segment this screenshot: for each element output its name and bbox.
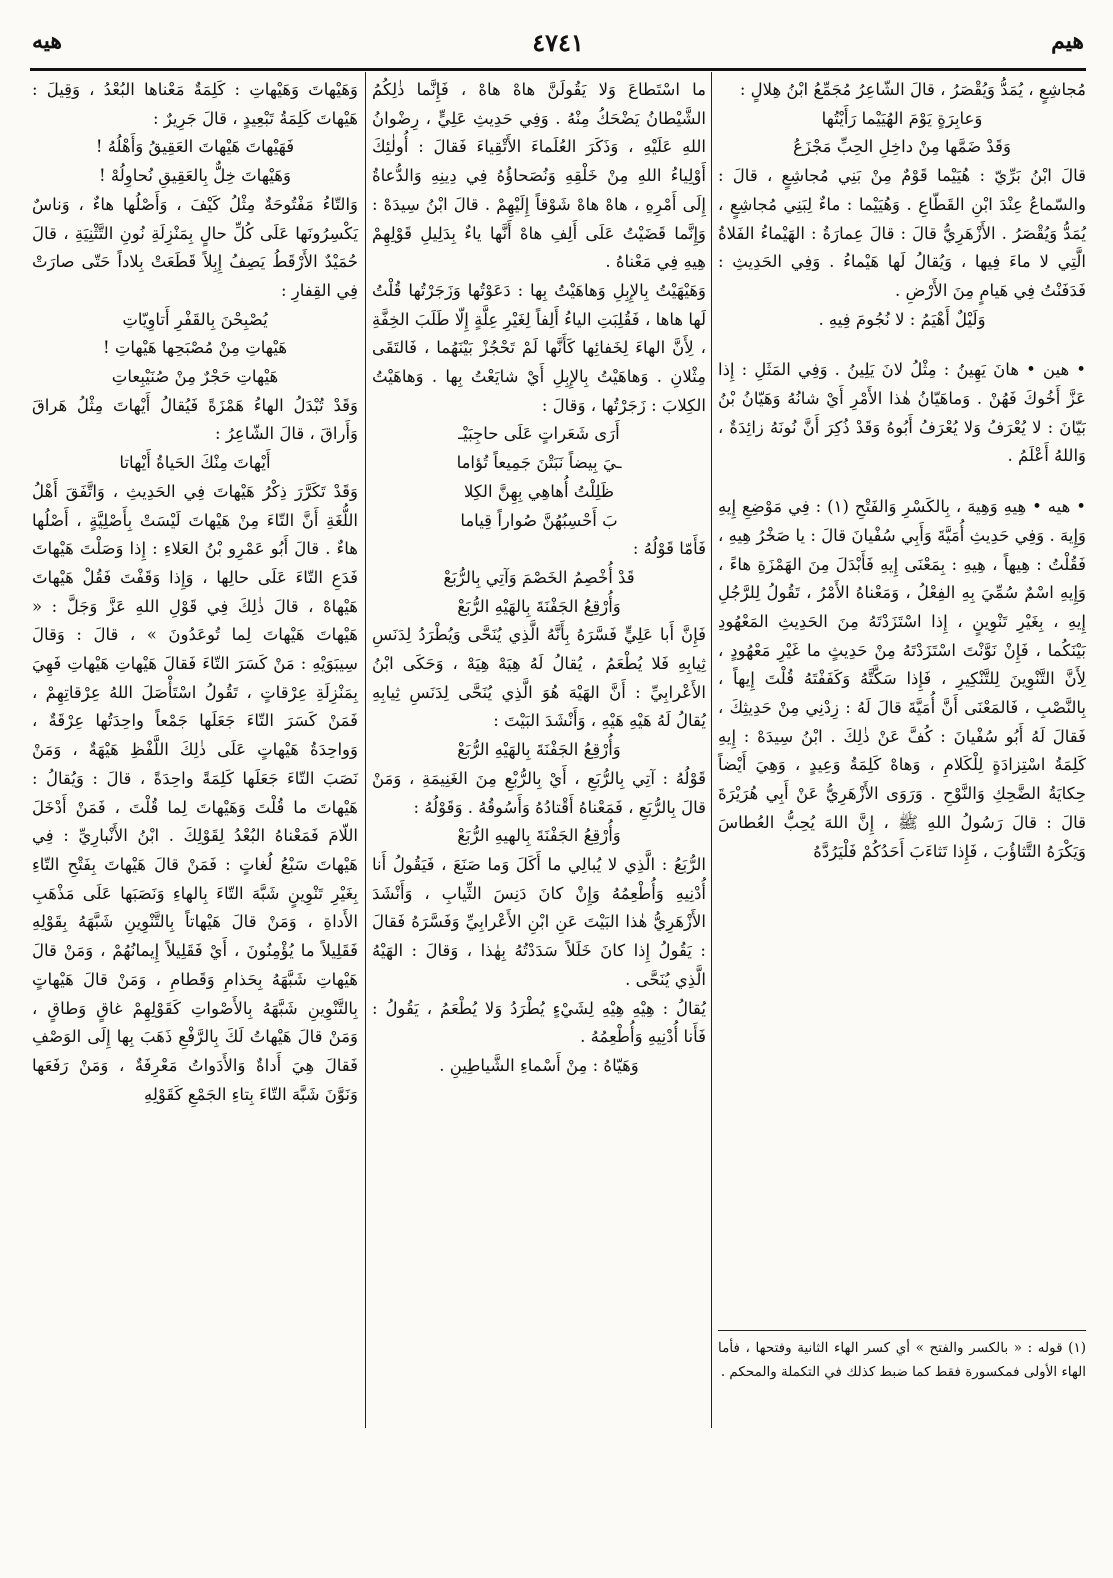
column-separator	[711, 72, 712, 1428]
verse-line: ظَلِلْتُ أُهاهِي بِهِنَّ الكِلا	[463, 481, 615, 501]
verse-line: يُصْبِحْنَ بِالقَفْرِ أَتاوِيّاتِ	[122, 309, 268, 329]
verse-line: أَرَى شَعَراتٍ عَلَى حاجِبَيْـ	[458, 424, 620, 444]
paragraph: يُقالُ : هِيْهِ هِيْهِ لِشَيْءٍ يُطْرَدُ وَلا يُطْعَمُ ، يَقُولُ : فَأَنا أُدْنِيهِ وَأُطْعِمُهُ .	[372, 998, 706, 1047]
verse-line: أَيْهاتَ مِنْكَ الحَياةُ أَيْهاتا	[119, 453, 271, 473]
page-number: ٤٧٤١	[532, 28, 584, 57]
column-right	[718, 76, 1086, 866]
entry-hyh: • هيه • هِيهِ وَهِيهَ ، بِالكَسْرِ وَالفَتْحِ (١) : فِي مَوْضِعِ إِيهِ وَإِيهَ . وَفِي حَدِيثِ أُمَيَّةَ وَأَبِي سُفْيانَ قالَ : يا صَخْرُ هِيهِ ، فَقُلْتُ : هِيهاً ، هِيهِ : بِمَعْنَى إِيهِ فَأَبْدَلَ مِنَ الهَمْزَةِ هاءً ، وَإِيهِ اسْمٌ سُمِّيَ بِهِ الفِعْلُ ، وَمَعْناهُ الأَمْرُ ، تَقُولُ لِلرَّجُلِ إِيهِ ، بِغَيْرِ تَنْوِينٍ ، إِذا اسْتَزَدْتَهُ مِنَ الحَدِيثِ المَعْهُودِ بَيْنَكُما ، فَإِنْ نَوَّنْتَ اسْتَزَدْتَهُ مِنْ حَدِيثٍ ما غَيْرِ مَعْهُودٍ ، لِأَنَّ التَّنْوِينَ لِلتَّنْكِيرِ ، فَإِذا سَكَّتَّهُ وَكَفَفْتَهُ قُلْتَ إِيهاً ، بِالنَّصْبِ ، فَالمَعْنَى أَنَّ أُمَيَّةَ قالَ لَهُ : زِدْنِي مِنْ حَدِيثِكَ ، فَقالَ لَهُ أَبُو سُفْيانَ : كُفَّ عَنْ ذٰلِكَ . ابْنُ سِيدَهْ : إِيهِ كَلِمَةُ اسْتِزادَةٍ لِلْكَلامِ ، وَهاهْ كَلِمَةُ وَعِيدٍ ، وَهِيَ أَيْضاً حِكايَةُ الضَّحِكِ وَالنَّوْحِ . وَرَوَى الأَزْهَرِيُّ عَنْ أَبِي هُرَيْرَةَ قالَ : قالَ رَسُولُ اللهِ ﷺ ، إِنَّ اللهَ يُحِبُّ العُطاسَ وَيَكْرَهُ التَّثاؤُبَ ، فَإِذا تَثاءَبَ أَحَدُكُمْ فَلْيَرُدَّهُ	[718, 497, 1087, 861]
paragraph: ما اسْتَطاعَ وَلا يَقُولَنَّ هاهْ هاهْ ، فَإِنَّما ذٰلِكُمُ الشَّيْطانُ يَضْحَكُ مِنْهُ . وَفِي حَدِيثِ عَلِيٍّ ، رِضْوانُ اللهِ عَلَيْهِ ، وَذَكَرَ العُلَماءَ الأَتْقِياءَ فَقالَ : أُولٰئِكَ أَوْلِياءُ اللهِ مِنْ خَلْقِهِ وَنُصَحاؤُهُ فِي دِينِهِ وَالدُّعاةُ إِلَى أَمْرِهِ ، هاهْ هاهْ شَوْقاً إِلَيْهِمْ . قالَ ابْنُ سِيدَهْ : وَإِنَّما قَضَيْتُ عَلَى أَلِفِ هاهْ أَنَّها ياءٌ بِدَلِيلِ قَوْلِهِمْ هِيهِ فِي مَعْناهُ .	[372, 80, 706, 272]
verse-line: وَأُرْقِعُ الجَفْنَةَ بِالهَيْهِ الرُّبَعْ	[457, 596, 621, 616]
verse-line: ـيَ بِيضاً نَبَتْنَ جَمِيعاً تُؤاما	[456, 453, 622, 473]
page-header	[32, 28, 1084, 66]
verse-line: فَهَيْهاتَ هَيْهاتَ العَقِيقُ وَأَهْلُهُ !	[95, 137, 295, 157]
paragraph: فَأَمّا قَوْلُهُ :	[632, 539, 706, 559]
footnote: (١) قوله : « بالكسر والفتح » أي كسر الهاء الثانية وفتحها ، فأما الهاء الأولى فمكسورة فقط كما ضبط كذلك في التكملة والمحكم .	[718, 1340, 1086, 1380]
header-rule	[30, 68, 1086, 71]
verse-line: بَ أَحْسِبُهُنَّ صُواراً قِياما	[460, 510, 618, 530]
verse-line: وَهَيْهاتَ خِلٌّ بِالعَقِيقِ نُحاوِلُهْ !	[99, 166, 291, 186]
verse-line: وَعابِرَةٍ يَوْمَ الهُيَيْما رَأَيْتُها	[821, 108, 983, 128]
paragraph: الرُّبَعُ : الَّذِي لا يُبالِي ما أَكَلَ وَما صَنَعَ ، فَيَقُولُ أَنا أُدْنِيهِ وَأُطْعِمُهُ وَإِنْ كانَ دَنِسَ الثِّيابِ ، وَأَنْشَدَ الأَزْهَرِيُّ هٰذا البَيْتَ عَنِ ابْنِ الأَعْرابِيِّ وَفَسَّرَهُ فَقالَ : يَقُولُ إِذا كانَ خَلَلاً سَدَدْتُهُ بِهٰذا ، وَقالَ : الهَيْهُ الَّذِي يُنَحَّى .	[372, 854, 706, 989]
verse-line: وَأُرْقِعُ الجَفْنَةَ بِالهيهِ الرُّبَعْ	[457, 826, 621, 846]
column-left	[32, 76, 358, 1109]
paragraph: وَلَيْلٌ أَهْيَمُ : لا نُجُومَ فِيهِ .	[818, 309, 986, 329]
paragraph: وَقَدْ تُبْدَلُ الهاءُ هَمْزَةً فَيُقالُ أَيْهاتَ مِثْلُ هَراقَ وَأَراقَ ، قالَ الشّاعِرُ :	[32, 395, 358, 444]
header-right-keyword: هيم	[1051, 28, 1084, 54]
footnote-rule	[718, 1330, 1086, 1331]
paragraph: فَإِنَّ أَبا عَلِيٍّ فَسَّرَهُ بِأَنَّهُ الَّذِي يُنَحَّى وَيُطْرَدُ لِدَنَسِ ثِيابِهِ فَلا يُطْعَمُ ، يُقالُ لَهُ هِيَهْ هِيَهْ ، وَحَكَى ابْنُ الأَعْرابِيِّ : أَنَّ الهَيْهَ هُوَ الَّذِي يُنَحَّى لِدَنَسِ ثِيابِهِ يُقالُ لَهُ هَيْهِ هَيْهِ ، وَأَنْشَدَ البَيْتَ :	[372, 625, 706, 731]
paragraph: وَالتّاءُ مَفْتُوحَةٌ مِثْلُ كَيْفَ ، وَأَصْلُها هاءٌ ، وَناسٌ يَكْسِرُونَها عَلَى كُلِّ حالٍ بِمَنْزِلَةِ نُونِ التَّثْنِيَةِ ، قالَ حُمَيْدٌ الأَرْقَطُ يَصِفُ إِبِلاً قَطَعَتْ بِلاداً حَتّى صارَتْ فِي القِفارِ :	[32, 194, 358, 300]
entry-hyn: • هين • هانَ يَهِينُ : مِثْلُ لانَ يَلِينُ . وَفِي المَثَلِ : إِذا عَزَّ أَخُوكَ فَهُنْ . وَماهَيّانُ هٰذا الأَمْرِ أَيْ شانُهُ وَهَيّانُ بْنُ بَيّانَ : لا يُعْرَفُ وَلا يُعْرَفُ أَبُوهُ وَقَدْ ذُكِرَ أَنَّ نُونَهُ زائِدَةٌ ، وَاللهُ أَعْلَمُ .	[718, 360, 1086, 466]
header-left-keyword: هيه	[32, 28, 63, 54]
paragraph: وَهَيْهاتَ وَهَيْهاتِ : كَلِمَةٌ مَعْناها البُعْدُ ، وَقِيلَ : هَيْهاتَ كَلِمَةُ تَبْعِيدٍ ، قالَ جَرِيرٌ :	[32, 80, 358, 128]
verse-line: وَأُرْقِعُ الجَفْنَةَ بِالهَيْهِ الرُّبَعْ	[457, 740, 621, 760]
paragraph: وَقَدْ تَكَرَّرَ ذِكْرُ هَيْهاتَ فِي الحَدِيثِ ، وَاتَّفَقَ أَهْلُ اللُّغَةِ أَنَّ التّاءَ مِنْ هَيْهاتَ لَيْسَتْ بِأَصْلِيَّةٍ ، أَصْلُها هاءٌ . قالَ أَبُو عَمْرِو بْنُ العَلاءِ : إِذا وَصَلْتَ هَيْهاتَ فَدَعِ التّاءَ عَلَى حالِها ، وَإِذا وَقَفْتَ فَقُلْ هَيْهاتَ هَيْهاهْ ، قالَ ذٰلِكَ فِي قَوْلِ اللهِ عَزَّ وَجَلَّ : « هَيْهاتَ هَيْهاتَ لِما تُوعَدُونَ » ، قالَ : وَقالَ سِيبَوَيْهِ : مَنْ كَسَرَ التّاءَ فَقالَ هَيْهاتِ هَيْهاتِ فَهِيَ بِمَنْزِلَةِ عِرْقاتٍ ، تَقُولُ اسْتَأْصَلَ اللهُ عِرْقاتِهِمْ ، فَمَنْ كَسَرَ التّاءَ جَعَلَها جَمْعاً واحِدَتُها عِرْقَةٌ ، وَواحِدَةُ هَيْهاتٍ عَلَى ذٰلِكَ اللَّفْظِ هَيْهَةٌ ، وَمَنْ نَصَبَ التّاءَ جَعَلَها كَلِمَةً واحِدَةً ، قالَ : وَيُقالُ : هَيْهاتَ ما قُلْتَ وَهَيْهاتَ لِما قُلْتَ ، فَمَنْ أَدْخَلَ اللّامَ فَمَعْناهُ البُعْدُ لِقَوْلِكَ . ابْنُ الأَنْبارِيِّ : فِي هَيْهاتَ سَبْعُ لُغاتٍ : فَمَنْ قالَ هَيْهاتَ بِفَتْحِ التّاءِ بِغَيْرِ تَنْوِينٍ شَبَّهَ التّاءَ بِالهاءِ وَنَصَبَها عَلَى مَذْهَبِ الأَداةِ ، وَمَنْ قالَ هَيْهاتاً بِالتَّنْوِينِ شَبَّهَهُ بِقَوْلِهِ فَقَلِيلاً ما يُؤْمِنُونَ ، أَيْ فَقَلِيلاً إِيمانُهُمْ ، وَمَنْ قالَ هَيْهاتِ شَبَّهَهُ بِحَذامِ وَقَطامِ ، وَمَنْ قالَ هَيْهاتٍ بِالتَّنْوِينِ شَبَّهَهُ بِالأَصْواتِ كَقَوْلِهِمْ غاقٍ وَطاقٍ ، وَمَنْ قالَ هَيْهاتُ لَكَ بِالرَّفْعِ ذَهَبَ بِها إِلَى الوَصْفِ فَقالَ هِيَ أَداةٌ وَالأَدَواتُ مَعْرِفَةٌ ، وَمَنْ رَفَعَها وَنَوَّنَ شَبَّهَ التّاءَ بِتاءِ الجَمْعِ كَقَوْلِهِ	[32, 481, 358, 1104]
verse-line: هَيْهاتِ حَجْرٌ مِنْ صُنَيْبِعاتِ	[111, 367, 279, 387]
paragraph: قالَ ابْنُ بَرِّيّ : هُيَيْما قَوْمٌ مِنْ بَنِي مُجاشِعٍ ، قالَ : والسّماعُ عِنْدَ ابْنِ القَطّاعِ . وَهُيَيْما : ماءٌ لِبَنِي مُجاشِعٍ ، يُمَدُّ وَيُقْصَرُ . الأَزْهَرِيُّ قالَ : قالَ عِمارَةُ : الهَيْماءُ الفَلاةُ الَّتِي لا ماءَ فِيها ، وَيُقالُ لَها هَيْماءُ . وَفِي الحَدِيثِ : فَدَفَنْتُ فِي هَيامٍ مِنَ الأَرْضِ .	[718, 166, 1086, 300]
paragraph: مُجاشِعٍ ، يُمَدُّ وَيُقْصَرُ ، قالَ الشّاعِرُ مُجَمِّعُ ابْنُ هِلالٍ :	[739, 80, 1086, 99]
verse-line: وَقَدْ ضَمَّها مِنْ داخِلِ الحِبِّ مَجْزَعُ	[793, 137, 1011, 157]
verse-line: هَيْهاتِ مِنْ مُصْبَحِها هَيْهاتِ !	[102, 338, 288, 358]
paragraph: وَهَيّاهُ : مِنْ أَسْماءِ الشَّياطِينِ .	[439, 1055, 639, 1075]
column-middle	[372, 76, 706, 1081]
verse-line: قَدْ أُخْصِمُ الخَصْمَ وَآتِي بِالرُّبَعْ	[443, 567, 635, 587]
paragraph: قَوْلُهُ : آتِي بِالرُّبَعِ ، أَيْ بِالرُّبْعِ مِنَ الغَنِيمَةِ ، وَمَنْ قالَ بِالرُّبَعِ ، فَمَعْناهُ أَقْتادُهُ وَأَسُوقُهُ . وَقَوْلُهُ :	[372, 768, 706, 817]
paragraph: وَهَيْهَيْتُ بِالإِبِلِ وَهاهَيْتُ بِها : دَعَوْتُها وَزَجَرْتُها قُلْتُ لَها هاها ، فَقُلِبَتِ الياءُ أَلِفاً لِغَيْرِ عِلَّةٍ إِلّا طَلَبَ الخِفَّةِ ، لِأَنَّ الهاءَ لِخَفائِها كَأَنَّها لَمْ تَحْجُزْ بَيْنَهُما ، فَالتَقَى مِثْلانِ . وَهاهَيْتُ بِالإِبِلِ أَيْ شايَعْتُ بِها . وَهاهَيْتُ الكِلابَ : زَجَرْتُها ، وَقالَ :	[372, 280, 706, 415]
column-separator	[365, 72, 366, 1428]
